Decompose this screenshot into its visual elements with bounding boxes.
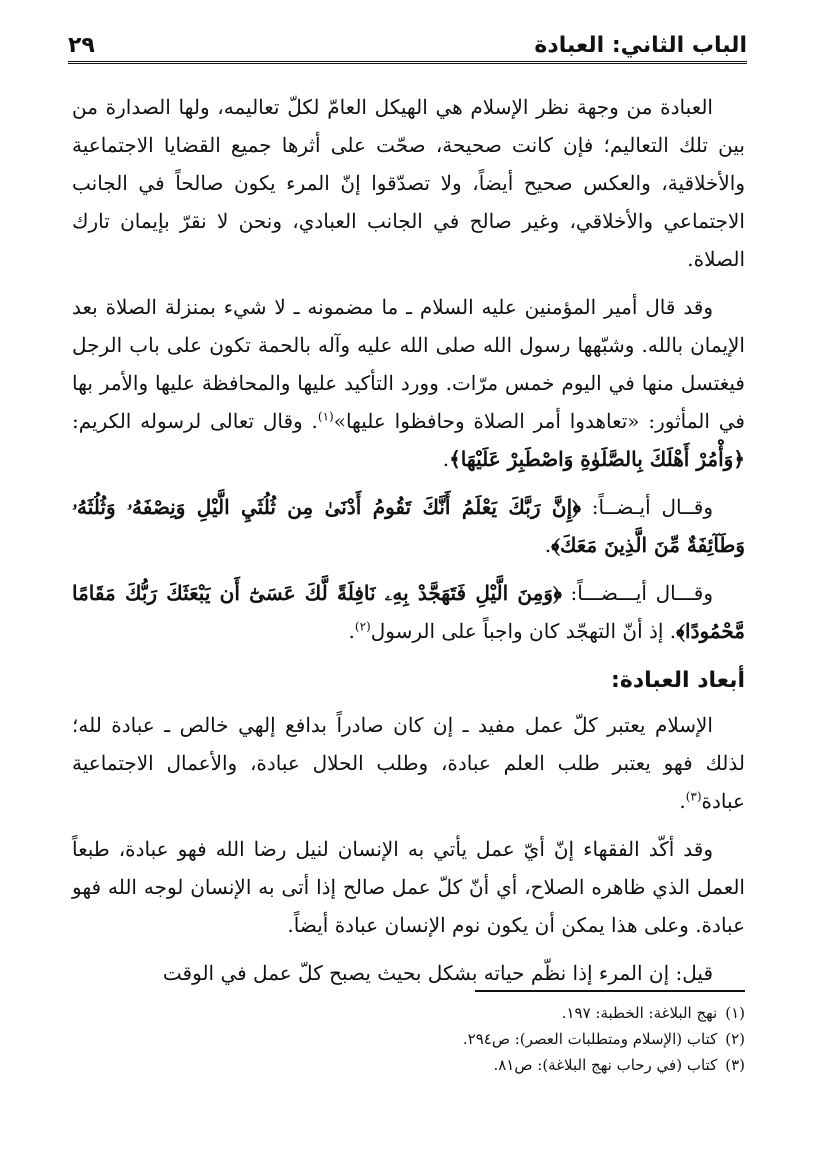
punctuation: . — [442, 447, 450, 471]
footnote-reference: (٢) — [354, 619, 371, 634]
footnote-text: كتاب (في رحاب نهج البلاغة): ص٨١. — [493, 1056, 718, 1074]
footnote-reference: (١) — [317, 409, 334, 424]
footnote-text: نهج البلاغة: الخطبة: ١٩٧. — [561, 1004, 718, 1022]
paragraph-tahajjud — [72, 574, 745, 650]
paragraph-jurists — [72, 830, 745, 944]
page-number: ٢٩ — [68, 33, 95, 58]
paragraph-text: وقد قال أمير المؤمنين عليه السلام ـ ما مضمونه ـ لا شيء بمنزلة الصلاة بعد الإيمان بالله. وشبّهها رسول الله صلى الله عليه وآله بالحمة تكون على باب الرجل فيغتسل منها في اليوم خمس مرّات. وورد التأكيد عليها والمحافظة عليها والأمر بها في المأثور: «تعاهدوا أمر الصلاة وحافظوا عليها» — [72, 295, 745, 433]
footnote — [300, 1052, 745, 1078]
paragraph-lead: وقــال أيـضــاً: — [591, 495, 714, 519]
paragraph-text: الإسلام يعتبر كلّ عمل مفيد ـ إن كان صادراً بدافع إلهي خالص ـ عبادة لله؛ لذلك فهو يعتبر طلب العلم عبادة، وطلب الحلال عبادة، والأعمال الاجتماعية عبادة — [72, 713, 745, 813]
running-head: الباب الثاني: العبادة — [534, 33, 747, 58]
punctuation: . — [348, 619, 355, 643]
footnote-number: (٣) — [725, 1056, 745, 1074]
footnote-text: كتاب (الإسلام ومتطلبات العصر): ص٢٩٤. — [462, 1030, 718, 1048]
paragraph-organized-life — [72, 954, 745, 992]
footnote-reference: (٣) — [685, 789, 702, 804]
page-body — [72, 88, 745, 1002]
paragraph-prayer-importance — [72, 288, 745, 478]
footnote-number: (٢) — [725, 1030, 745, 1048]
quran-verse: ﴿إِنَّ رَبَّكَ يَعْلَمُ أَنَّكَ تَقُومُ أَدْنَىٰ مِن ثُلُثَيِ الَّيْلِ وَنِصْفَهُۥ وَثُلُثَهُۥ وَطَآئِفَةٌ مِّنَ الَّذِينَ مَعَكَ﴾ — [72, 495, 745, 557]
paragraph-lead: وقـــال أيـــضـــاً: — [570, 581, 714, 605]
paragraph-text: وقد أكّد الفقهاء إنّ أيّ عمل يأتي به الإنسان لنيل رضا الله فهو عبادة، طبعاً العمل الذي ظاهره الصلاح، أي أنّ كلّ عمل صالح إذا أتى به الإنسان لوجه الله فهو عبادة. وعلى هذا يمكن أن يكون نوم الإنسان عبادة أيضاً. — [72, 837, 745, 937]
footnotes — [300, 1000, 745, 1078]
paragraph-text: قيل: إن المرء إذا نظّم حياته بشكل بحيث يصبح كلّ عمل في الوقت — [162, 961, 713, 985]
paragraph-text: . إذ أنّ التهجّد كان واجباً على الرسول — [370, 619, 677, 643]
paragraph-night-prayer — [72, 488, 745, 564]
paragraph-worship-structure — [72, 88, 745, 278]
punctuation: . — [544, 533, 552, 557]
footnote — [300, 1026, 745, 1052]
footnote-number: (١) — [725, 1004, 745, 1022]
punctuation: . — [679, 789, 686, 813]
section-heading: أبعاد العبادة: — [611, 668, 745, 693]
paragraph-text: العبادة من وجهة نظر الإسلام هي الهيكل العامّ لكلّ تعاليمه، ولها الصدارة من بين تلك التعاليم؛ فإن كانت صحيحة، صحّت على أثرها جميع القضايا الاجتماعية والأخلاقية، والعكس صحيح أيضاً، ولا تصدّقوا إنّ المرء يكون صالحاً في الجانب الاجتماعي والأخلاقي، وغير صالح في الجانب العبادي، ونحن لا نقرّ بإيمان تارك الصلاة. — [72, 95, 745, 271]
page-header — [68, 26, 747, 64]
quran-verse: ﴿وَأْمُرْ أَهْلَكَ بِالصَّلَوٰةِ وَاصْطَبِرْ عَلَيْهَا﴾ — [449, 447, 745, 471]
footnote-divider — [475, 990, 745, 992]
paragraph-text: . وقال تعالى لرسوله الكريم: — [72, 409, 318, 433]
footnote — [300, 1000, 745, 1026]
paragraph-useful-work — [72, 706, 745, 820]
quran-verse: ﴿وَمِنَ الَّيْلِ فَتَهَجَّدْ بِهِۦ نَافِلَةً لَّكَ عَسَىٰٓ أَن يَبْعَثَكَ رَبُّكَ مَقَامًا مَّحْمُودًا﴾ — [72, 581, 745, 643]
